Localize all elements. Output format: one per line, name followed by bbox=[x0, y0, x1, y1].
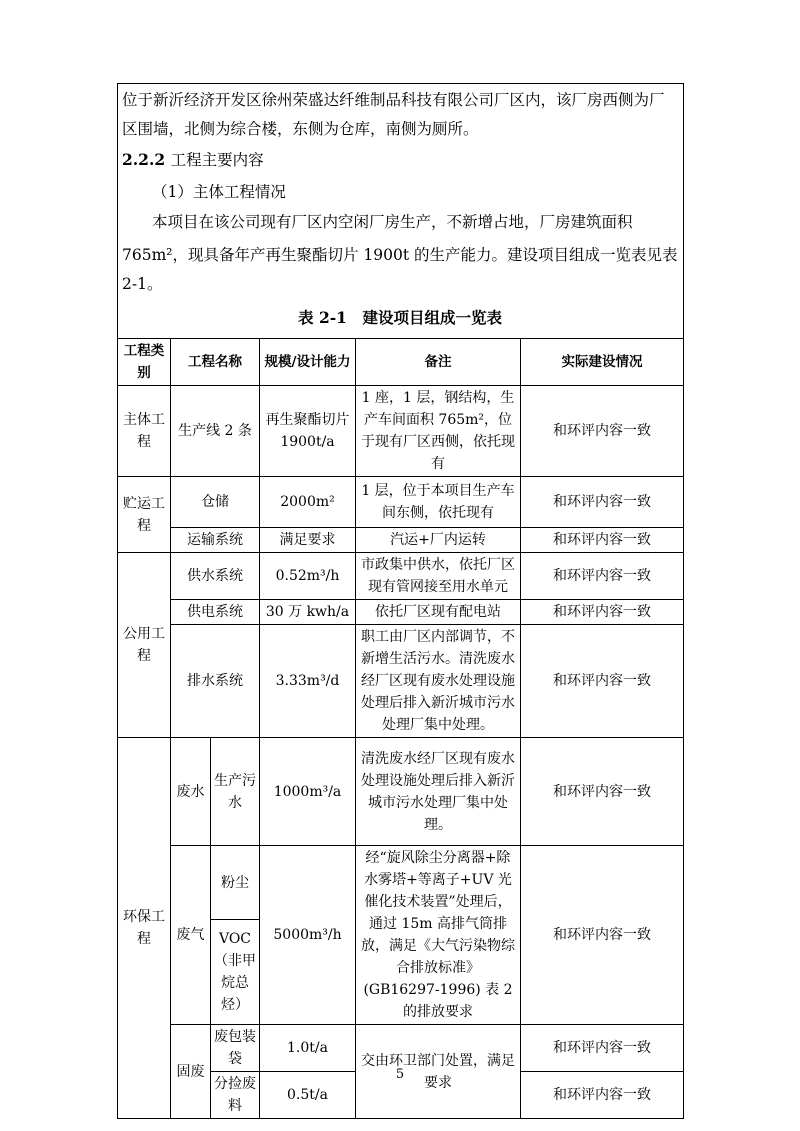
cell-status: 和环评内容一致 bbox=[521, 477, 684, 528]
cell-status: 和环评内容一致 bbox=[521, 386, 684, 477]
project-composition-table bbox=[117, 338, 684, 1119]
intro-line-1: 位于新沂经济开发区徐州荣盛达纤维制品科技有限公司厂区内，该厂房西侧为厂 bbox=[122, 91, 665, 109]
cell-status: 和环评内容一致 bbox=[521, 553, 684, 600]
cell-name: 供电系统 bbox=[171, 600, 260, 625]
body-line-2: 765m²，现具备年产再生聚酯切片 1900t 的生产能力。建设项目组成一览表见表 bbox=[122, 246, 678, 264]
section-title: 工程主要内容 bbox=[170, 151, 264, 169]
cell-status: 和环评内容一致 bbox=[521, 1072, 684, 1119]
table-row bbox=[118, 477, 684, 528]
cell-group: 废水 bbox=[171, 738, 211, 846]
cell-note: 依托厂区现有配电站 bbox=[356, 600, 521, 625]
section-number: 2.2.2 bbox=[122, 150, 166, 169]
table-row bbox=[118, 625, 684, 738]
cell-note: 交由环卫部门处置，满足要求 bbox=[356, 1025, 521, 1119]
cell-note: 职工由厂区内部调节，不新增生活污水。清洗废水经厂区现有废水处理设施处理后排入新沂城市污水处理厂集中处理。 bbox=[356, 625, 521, 738]
cell-scale: 0.5t/a bbox=[260, 1072, 356, 1119]
cell-name: 排水系统 bbox=[171, 625, 260, 738]
table-row bbox=[118, 1025, 684, 1072]
cell-scale: 30 万 kwh/a bbox=[260, 600, 356, 625]
cell-name: 分捡废料 bbox=[211, 1072, 260, 1119]
header-name: 工程名称 bbox=[171, 339, 260, 386]
cell-scale: 再生聚酯切片 1900t/a bbox=[260, 386, 356, 477]
cell-scale: 1.0t/a bbox=[260, 1025, 356, 1072]
cell-name: 仓储 bbox=[171, 477, 260, 528]
subsection-title: （1）主体工程情况 bbox=[152, 183, 286, 201]
cell-group: 废气 bbox=[171, 846, 211, 1025]
cell-category: 环保工程 bbox=[118, 738, 171, 1119]
cell-name: 生产污水 bbox=[211, 738, 260, 846]
cell-note: 清洗废水经厂区现有废水处理设施处理后排入新沂城市污水处理厂集中处理。 bbox=[356, 738, 521, 846]
header-row bbox=[118, 339, 684, 386]
cell-scale: 5000m³/h bbox=[260, 846, 356, 1025]
table-row bbox=[118, 738, 684, 846]
cell-name: 生产线 2 条 bbox=[171, 386, 260, 477]
page-number: 5 bbox=[395, 1067, 405, 1082]
cell-note: 1 座，1 层，钢结构，生产车间面积 765m²，位于现有厂区西侧，依托现有 bbox=[356, 386, 521, 477]
cell-note: 经“旋风除尘分离器+除水雾塔+等离子+UV 光催化技术装置”处理后，通过 15m 高排气筒排放，满足《大气污染物综合排放标准》(GB16297-1996) 表 2 的排放要求 bbox=[356, 846, 521, 1025]
table-row bbox=[118, 386, 684, 477]
cell-name: 废包装袋 bbox=[211, 1025, 260, 1072]
cell-status: 和环评内容一致 bbox=[521, 528, 684, 553]
header-category: 工程类别 bbox=[118, 339, 171, 386]
right-border bbox=[683, 83, 684, 338]
table-row bbox=[118, 528, 684, 553]
cell-status: 和环评内容一致 bbox=[521, 1025, 684, 1072]
intro-line-2: 区围墙，北侧为综合楼，东侧为仓库，南侧为厕所。 bbox=[122, 120, 479, 138]
cell-note: 汽运+厂内运转 bbox=[356, 528, 521, 553]
cell-name: 粉尘 bbox=[211, 846, 260, 920]
cell-name: VOC（非甲烷总烃） bbox=[211, 920, 260, 1025]
top-rule bbox=[117, 83, 683, 84]
cell-name: 供水系统 bbox=[171, 553, 260, 600]
cell-category: 公用工程 bbox=[118, 553, 171, 738]
cell-scale: 3.33m³/d bbox=[260, 625, 356, 738]
cell-scale: 2000m² bbox=[260, 477, 356, 528]
header-scale: 规模/设计能力 bbox=[260, 339, 356, 386]
cell-category: 贮运工程 bbox=[118, 477, 171, 553]
body-line-3: 2-1。 bbox=[122, 275, 163, 293]
cell-category: 主体工程 bbox=[118, 386, 171, 477]
cell-group: 固废 bbox=[171, 1025, 211, 1119]
cell-status: 和环评内容一致 bbox=[521, 625, 684, 738]
cell-note: 市政集中供水，依托厂区现有管网接至用水单元 bbox=[356, 553, 521, 600]
table-row bbox=[118, 600, 684, 625]
section-heading bbox=[122, 148, 264, 170]
cell-scale: 1000m³/a bbox=[260, 738, 356, 846]
table-row bbox=[118, 553, 684, 600]
header-status: 实际建设情况 bbox=[521, 339, 684, 386]
cell-scale: 0.52m³/h bbox=[260, 553, 356, 600]
header-note: 备注 bbox=[356, 339, 521, 386]
table-caption: 表 2-1 建设项目组成一览表 bbox=[298, 308, 502, 327]
cell-note: 1 层，位于本项目生产车间东侧，依托现有 bbox=[356, 477, 521, 528]
table-row bbox=[118, 846, 684, 920]
cell-status: 和环评内容一致 bbox=[521, 738, 684, 846]
cell-scale: 满足要求 bbox=[260, 528, 356, 553]
cell-name: 运输系统 bbox=[171, 528, 260, 553]
cell-status: 和环评内容一致 bbox=[521, 600, 684, 625]
left-border bbox=[117, 83, 118, 338]
body-line-1: 本项目在该公司现有厂区内空闲厂房生产，不新增占地，厂房建筑面积 bbox=[152, 213, 633, 231]
cell-status: 和环评内容一致 bbox=[521, 846, 684, 1025]
